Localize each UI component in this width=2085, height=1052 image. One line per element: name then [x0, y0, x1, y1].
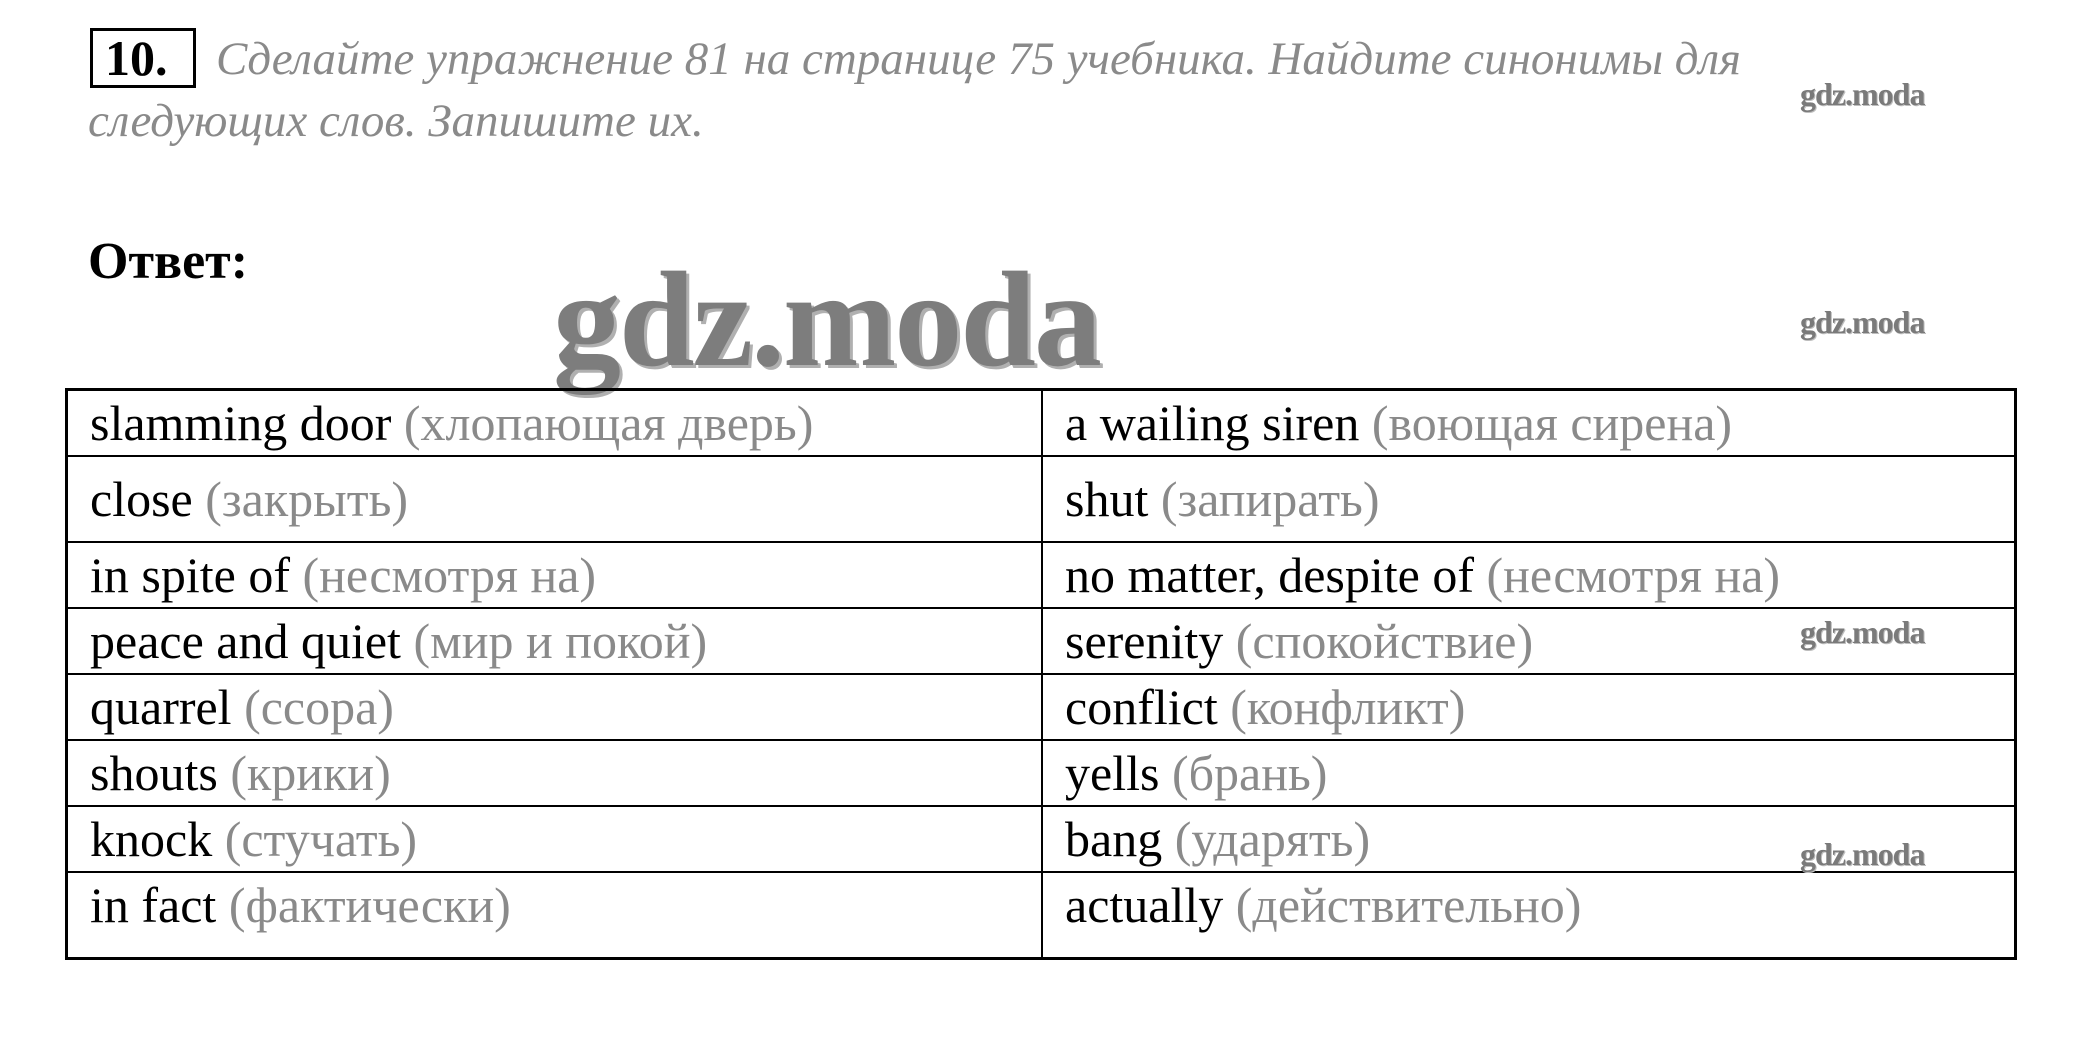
table-row: [67, 456, 2016, 542]
russian-translation: (спокойствие): [1235, 613, 1534, 669]
english-word: in spite of: [90, 547, 290, 603]
table-cell-word: [67, 740, 1043, 806]
table-row: [67, 608, 2016, 674]
russian-translation: (воющая сирена): [1371, 395, 1733, 451]
table-row: [67, 542, 2016, 608]
english-word: conflict: [1065, 679, 1218, 735]
russian-translation: (несмотря на): [1486, 547, 1781, 603]
english-word: close: [90, 471, 193, 527]
english-word: quarrel: [90, 679, 232, 735]
table-cell-synonym: [1042, 674, 2016, 740]
table-cell-word: [67, 456, 1043, 542]
russian-translation: (несмотря на): [302, 547, 597, 603]
russian-translation: (фактически): [228, 877, 511, 933]
table-cell-word: [67, 872, 1043, 959]
russian-translation: (мир и покой): [413, 613, 708, 669]
english-word: actually: [1065, 877, 1224, 933]
english-word: in fact: [90, 877, 217, 933]
english-word: serenity: [1065, 613, 1224, 669]
table-cell-word: [67, 390, 1043, 457]
english-word: a wailing siren: [1065, 395, 1360, 451]
russian-translation: (ссора): [244, 679, 394, 735]
table-row: [67, 390, 2016, 457]
english-word: shouts: [90, 745, 218, 801]
watermark-small: gdz.moda: [1800, 836, 1925, 872]
synonyms-table: [65, 388, 2017, 960]
english-word: yells: [1065, 745, 1160, 801]
russian-translation: (закрыть): [205, 471, 409, 527]
table-cell-word: [67, 674, 1043, 740]
russian-translation: (крики): [230, 745, 391, 801]
english-word: shut: [1065, 471, 1149, 527]
watermark-large: gdz.moda: [553, 245, 1100, 395]
watermark-small: gdz.moda: [1800, 304, 1925, 340]
table-row: [67, 872, 2016, 959]
table-row: [67, 806, 2016, 872]
english-word: peace and quiet: [90, 613, 401, 669]
russian-translation: (запирать): [1160, 471, 1380, 527]
russian-translation: (брань): [1171, 745, 1328, 801]
watermark-small: gdz.moda: [1800, 614, 1925, 650]
russian-translation: (стучать): [224, 811, 418, 867]
table-cell-synonym: [1042, 390, 2016, 457]
table-cell-synonym: [1042, 740, 2016, 806]
task-number: 10.: [90, 28, 196, 88]
english-word: no matter, despite of: [1065, 547, 1474, 603]
table-row: [67, 674, 2016, 740]
english-word: bang: [1065, 811, 1163, 867]
table-row: [67, 740, 2016, 806]
table-cell-word: [67, 608, 1043, 674]
table-cell-synonym: [1042, 542, 2016, 608]
russian-translation: (конфликт): [1230, 679, 1466, 735]
russian-translation: (ударять): [1174, 811, 1371, 867]
english-word: slamming door: [90, 395, 392, 451]
english-word: knock: [90, 811, 213, 867]
russian-translation: (действительно): [1235, 877, 1582, 933]
table-cell-synonym: [1042, 456, 2016, 542]
task-instructions: Сделайте упражнение 81 на странице 75 учебника. Найдите синонимы для следующих слов. Запишите их.: [88, 33, 1741, 147]
table-cell-synonym: [1042, 872, 2016, 959]
watermark-small: gdz.moda: [1800, 76, 1925, 112]
table-cell-word: [67, 806, 1043, 872]
answer-label: Ответ:: [88, 233, 249, 290]
table-cell-word: [67, 542, 1043, 608]
russian-translation: (хлопающая дверь): [403, 395, 814, 451]
